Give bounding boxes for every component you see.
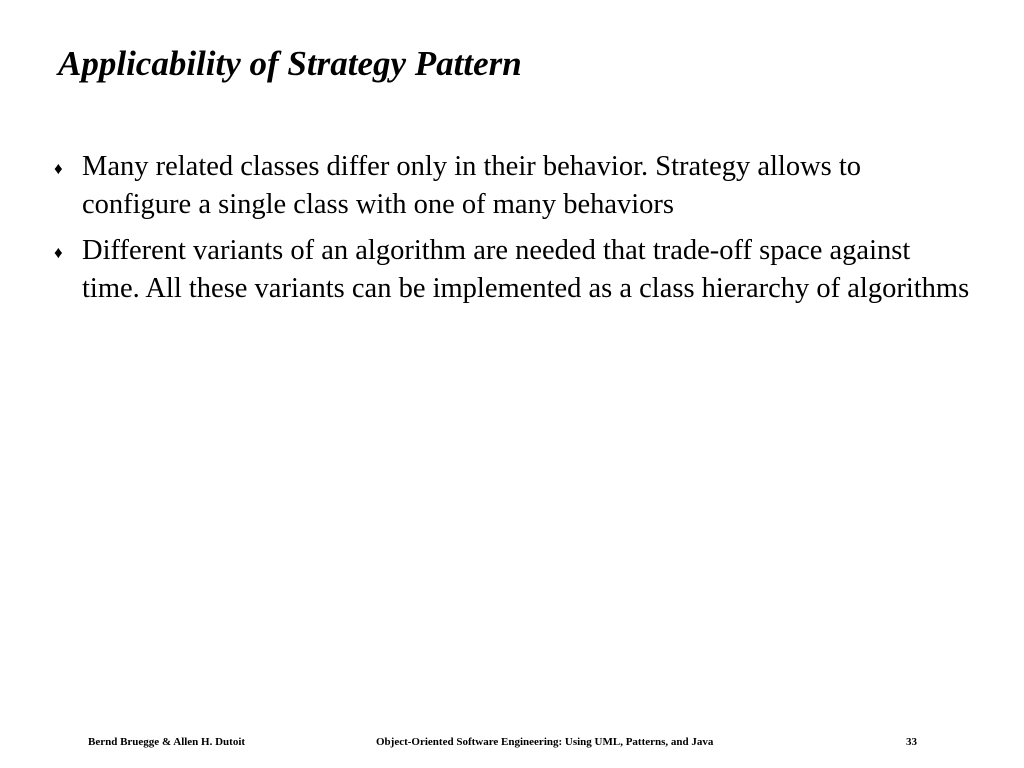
- footer-authors: Bernd Bruegge & Allen H. Dutoit: [88, 736, 246, 748]
- footer-book-title: Object-Oriented Software Engineering: Using UML, Patterns, and Java: [376, 736, 714, 748]
- diamond-bullet-icon: ♦: [54, 159, 63, 178]
- diamond-bullet-icon: ♦: [54, 243, 63, 262]
- bullet-item: [52, 148, 972, 224]
- bullet-list: [52, 148, 972, 316]
- slide-title: Applicability of Strategy Pattern: [58, 44, 522, 83]
- bullet-text: Different variants of an algorithm are needed that trade-off space against time. All these variants can be implemented as a class hierarchy of algorithms: [82, 235, 970, 304]
- bullet-item: [52, 232, 972, 308]
- bullet-text: Many related classes differ only in their behavior. Strategy allows to configure a single class with one of many behaviors: [82, 151, 862, 220]
- footer-page-number: 33: [906, 736, 917, 748]
